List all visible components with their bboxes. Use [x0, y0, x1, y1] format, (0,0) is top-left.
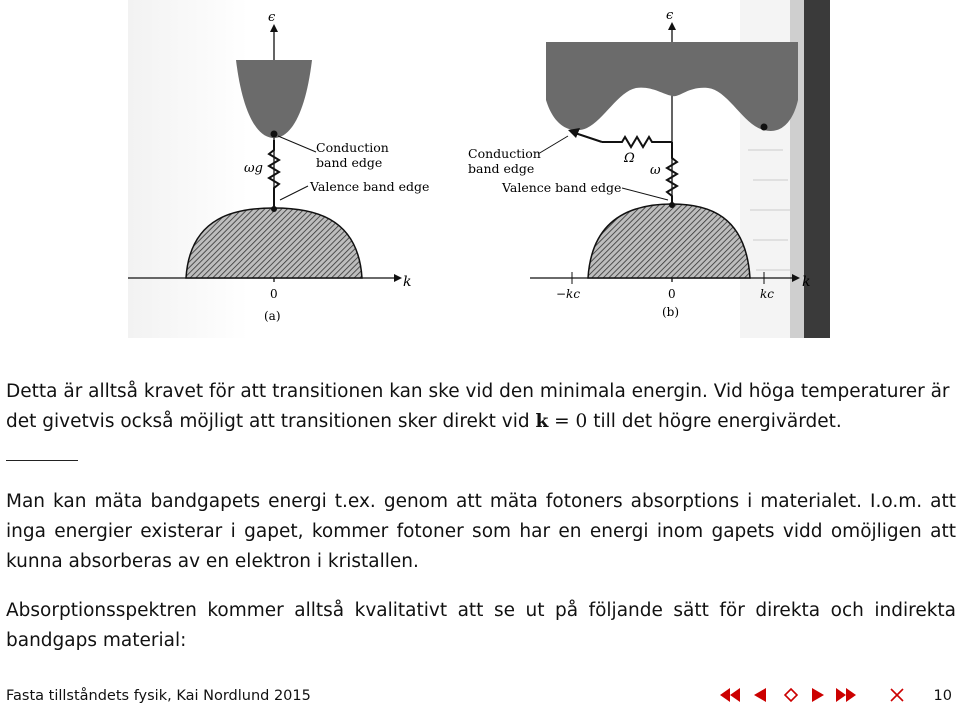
band-diagram-figure: [128, 0, 830, 338]
energy-axis-arrow-b: [668, 22, 676, 30]
conduction-min-dot-b: [761, 124, 768, 131]
last-page-icon[interactable]: [834, 686, 858, 704]
home-diamond-icon[interactable]: [782, 686, 800, 704]
separator-rule: [6, 460, 78, 461]
scan-shading: [128, 0, 248, 338]
conduction-leader-b: [538, 136, 568, 154]
conduction-leader-a: [278, 136, 316, 152]
valence-leader-b: [622, 188, 668, 200]
neg-kc-label: −kc: [556, 287, 581, 301]
k-axis-arrow-a: [394, 274, 402, 282]
equals-zero: = 0: [548, 411, 588, 432]
origin-label-a: 0: [270, 287, 278, 301]
wavevector-k: k: [535, 411, 549, 432]
pos-kc-label: kc: [760, 287, 774, 301]
caption-b: (b): [662, 305, 680, 319]
photon-transition-a: [269, 140, 279, 208]
energy-axis-arrow-a: [270, 24, 278, 32]
energy-axis-label-a: ϵ: [268, 10, 276, 25]
gap-label-a: ωg: [244, 161, 263, 176]
valence-label-b: Valence band edge: [502, 180, 622, 195]
paragraph-1-text-b: till det högre energivärdet.: [587, 411, 842, 432]
origin-label-b: 0: [668, 287, 676, 301]
page-number: 10: [933, 688, 952, 704]
previous-page-icon[interactable]: [752, 686, 768, 704]
phonon-label-b: Ω: [624, 151, 635, 166]
paragraph-3: Absorptionsspektren kommer alltså kvalitativt att se ut på följande sätt för direkta och indirekta bandgaps material:: [6, 600, 956, 651]
footer-course-title: Fasta tillståndets fysik, Kai Nordlund 2015: [6, 688, 311, 704]
next-page-icon[interactable]: [810, 686, 826, 704]
paragraph-2: Man kan mäta bandgapets energi t.ex. genom att mäta fotoners absorptions i materialet. I.o.m. att inga energier existerar i gapet, kommer fotoner som har en energi inom gapets vidd omöjligen att kunna absorberas av en elektron i kristallen.: [6, 491, 956, 572]
photon-label-b: ω: [650, 163, 661, 178]
close-icon[interactable]: [888, 686, 906, 704]
conduction-label-b-line1: Conduction: [468, 146, 541, 161]
conduction-label-a-line1: Conduction: [316, 140, 389, 155]
slide-navigation: [718, 684, 918, 706]
conduction-min-dot-a: [271, 131, 278, 138]
valence-band-b: [588, 204, 750, 278]
paragraph-1: [6, 377, 956, 437]
paragraph-1-text-a: Detta är alltså kravet för att transitionen kan ske vid den minimala energin. Vid höga temperaturer är det givetvis också möjligt att transitionen sker direkt vid: [6, 381, 950, 432]
conduction-label-a-line2: band edge: [316, 155, 383, 170]
phonon-arrow-head: [568, 128, 580, 138]
k-axis-label-a: k: [403, 274, 412, 290]
energy-axis-label-b: ϵ: [666, 8, 674, 23]
first-page-icon[interactable]: [718, 686, 742, 704]
caption-a: (a): [264, 309, 281, 323]
conduction-label-b-line2: band edge: [468, 161, 535, 176]
valence-label-a: Valence band edge: [310, 179, 430, 194]
k-axis-label-b: k: [802, 274, 811, 290]
valence-leader-a: [280, 186, 308, 200]
phonon-transition-b: [602, 137, 672, 147]
